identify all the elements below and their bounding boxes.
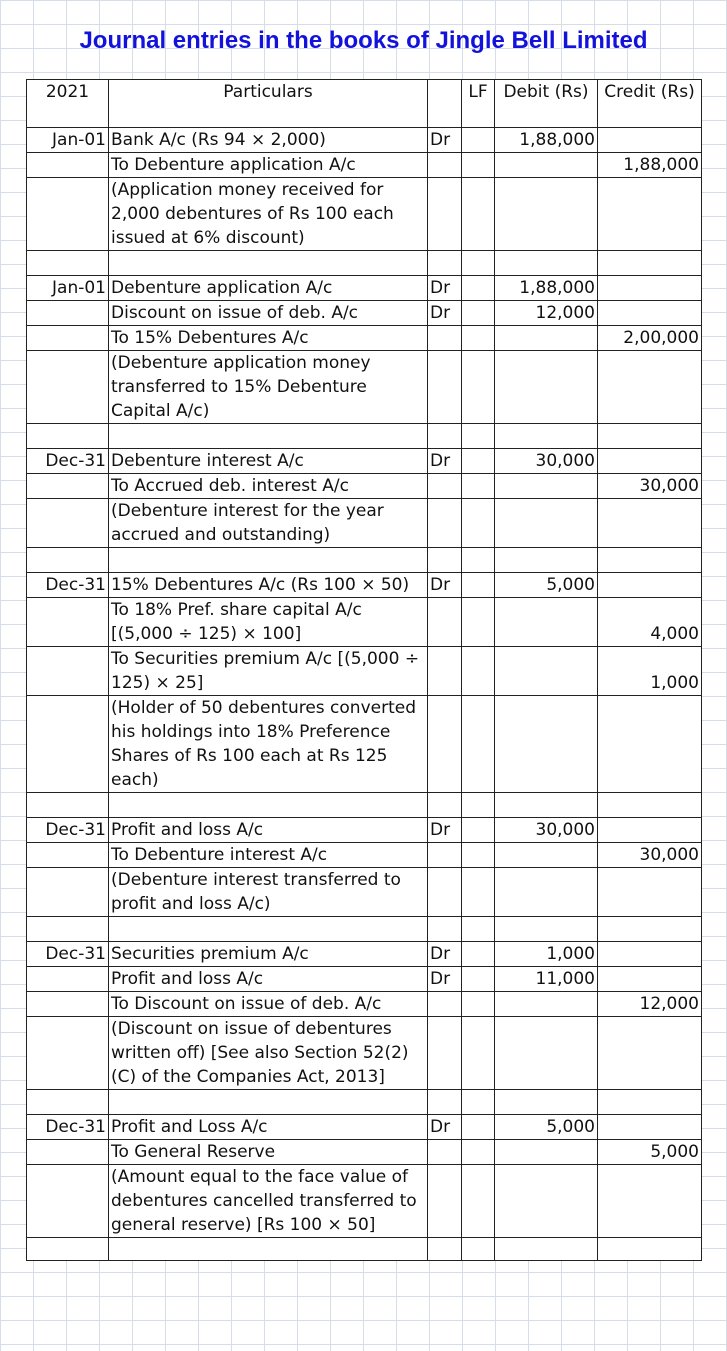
dr-marker: Dr xyxy=(428,967,462,992)
narration: (Holder of 50 debentures converted his holdings into 18% Preference Shares of Rs 100 each at Rs 125 each) xyxy=(109,696,428,793)
entry-date: Dec-31 xyxy=(27,942,109,967)
particulars-credit: To Securities premium A/c [(5,000 ÷ 125) × 25] xyxy=(109,647,428,696)
table-row xyxy=(27,499,702,548)
table-row xyxy=(27,647,702,696)
debit-amount: 1,000 xyxy=(495,942,598,967)
entry-date: Jan-01 xyxy=(27,128,109,153)
table-row xyxy=(27,1165,702,1238)
narration: (Debenture interest for the year accrued and outstanding) xyxy=(109,499,428,548)
entry-date: Jan-01 xyxy=(27,276,109,301)
particulars-credit: To 18% Pref. share capital A/c [(5,000 ÷ 125) × 100] xyxy=(109,598,428,647)
table-row xyxy=(27,449,702,474)
header-credit: Credit (Rs) xyxy=(598,80,702,128)
debit-amount: 5,000 xyxy=(495,1115,598,1140)
entry-date: Dec-31 xyxy=(27,449,109,474)
debit-amount: 1,88,000 xyxy=(495,128,598,153)
table-row xyxy=(27,598,702,647)
header-lf: LF xyxy=(462,80,495,128)
particulars-credit: To General Reserve xyxy=(109,1140,428,1165)
table-row xyxy=(27,474,702,499)
dr-marker: Dr xyxy=(428,1115,462,1140)
table-row xyxy=(27,696,702,793)
narration: (Discount on issue of debentures written off) [See also Section 52(2)(C) of the Companies Act, 2013] xyxy=(109,1017,428,1090)
table-row xyxy=(27,1017,702,1090)
header-debit: Debit (Rs) xyxy=(495,80,598,128)
spacer-row xyxy=(27,251,702,276)
particulars-debit: Profit and loss A/c xyxy=(109,818,428,843)
entry-date: Dec-31 xyxy=(27,818,109,843)
particulars-debit: Debenture application A/c xyxy=(109,276,428,301)
table-row xyxy=(27,1140,702,1165)
narration: (Application money received for 2,000 debentures of Rs 100 each issued at 6% discount) xyxy=(109,178,428,251)
particulars-debit: Profit and loss A/c xyxy=(109,967,428,992)
debit-amount: 11,000 xyxy=(495,967,598,992)
table-row xyxy=(27,153,702,178)
particulars-debit: Debenture interest A/c xyxy=(109,449,428,474)
credit-amount: 12,000 xyxy=(598,992,702,1017)
spacer-row xyxy=(27,1238,702,1261)
spacer-row xyxy=(27,1090,702,1115)
debit-amount: 12,000 xyxy=(495,301,598,326)
dr-marker: Dr xyxy=(428,449,462,474)
table-row xyxy=(27,326,702,351)
dr-marker: Dr xyxy=(428,276,462,301)
table-row xyxy=(27,868,702,917)
particulars-credit: To Discount on issue of deb. A/c xyxy=(109,992,428,1017)
credit-amount: 1,000 xyxy=(598,647,702,696)
table-row xyxy=(27,178,702,251)
header-year: 2021 xyxy=(27,80,109,128)
entry-date: Dec-31 xyxy=(27,1115,109,1140)
table-row xyxy=(27,967,702,992)
header-row xyxy=(27,80,702,128)
table-row xyxy=(27,843,702,868)
credit-amount: 30,000 xyxy=(598,843,702,868)
particulars-credit: To 15% Debentures A/c xyxy=(109,326,428,351)
dr-marker: Dr xyxy=(428,573,462,598)
debit-amount: 1,88,000 xyxy=(495,276,598,301)
entry-date: Dec-31 xyxy=(27,573,109,598)
table-row xyxy=(27,1115,702,1140)
page-title: Journal entries in the books of Jingle Bell Limited xyxy=(79,27,648,54)
credit-amount: 4,000 xyxy=(598,598,702,647)
journal-table xyxy=(26,79,702,1261)
table-row xyxy=(27,573,702,598)
table-row xyxy=(27,818,702,843)
spacer-row xyxy=(27,793,702,818)
credit-amount: 5,000 xyxy=(598,1140,702,1165)
particulars-debit: Bank A/c (Rs 94 × 2,000) xyxy=(109,128,428,153)
table-row xyxy=(27,128,702,153)
dr-marker: Dr xyxy=(428,942,462,967)
header-dr-col xyxy=(428,80,462,128)
credit-amount: 1,88,000 xyxy=(598,153,702,178)
debit-amount: 5,000 xyxy=(495,573,598,598)
particulars-debit: Discount on issue of deb. A/c xyxy=(109,301,428,326)
dr-marker: Dr xyxy=(428,301,462,326)
spacer-row xyxy=(27,548,702,573)
particulars-credit: To Debenture interest A/c xyxy=(109,843,428,868)
spacer-row xyxy=(27,917,702,942)
particulars-credit: To Debenture application A/c xyxy=(109,153,428,178)
credit-amount: 2,00,000 xyxy=(598,326,702,351)
narration: (Debenture interest transferred to profit and loss A/c) xyxy=(109,868,428,917)
debit-amount: 30,000 xyxy=(495,449,598,474)
table-row xyxy=(27,276,702,301)
table-row xyxy=(27,942,702,967)
narration: (Amount equal to the face value of debentures cancelled transferred to general reserve) [Rs 100 × 50] xyxy=(109,1165,428,1238)
dr-marker: Dr xyxy=(428,128,462,153)
table-row xyxy=(27,351,702,424)
particulars-credit: To Accrued deb. interest A/c xyxy=(109,474,428,499)
dr-marker: Dr xyxy=(428,818,462,843)
credit-amount: 30,000 xyxy=(598,474,702,499)
table-row xyxy=(27,301,702,326)
spacer-row xyxy=(27,424,702,449)
particulars-debit: Profit and Loss A/c xyxy=(109,1115,428,1140)
narration: (Debenture application money transferred to 15% Debenture Capital A/c) xyxy=(109,351,428,424)
particulars-debit: 15% Debentures A/c (Rs 100 × 50) xyxy=(109,573,428,598)
table-row xyxy=(27,992,702,1017)
particulars-debit: Securities premium A/c xyxy=(109,942,428,967)
debit-amount: 30,000 xyxy=(495,818,598,843)
header-particulars: Particulars xyxy=(109,80,428,128)
